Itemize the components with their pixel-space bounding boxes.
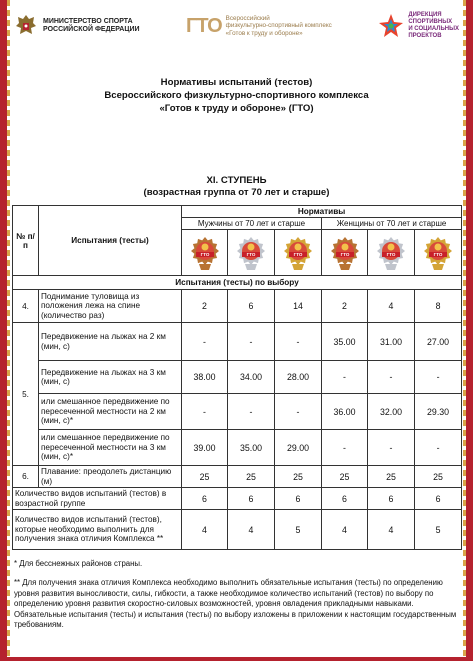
norm-value: 34.00: [228, 361, 275, 394]
norm-value: -: [368, 430, 415, 466]
column-header-tests: Испытания (тесты): [39, 206, 182, 276]
norm-value: 31.00: [368, 323, 415, 361]
row-number: 5.: [13, 323, 39, 466]
table-row: [13, 394, 462, 430]
title-line2: Всероссийского физкультурно-спортивного комплекса: [104, 90, 369, 101]
row-number: 4.: [13, 290, 39, 323]
badge-base: [339, 264, 351, 270]
norm-value: -: [322, 361, 368, 394]
gto-text-line2: физкультурно-спортивный комплекс: [225, 22, 332, 30]
test-name: Плавание: преодолеть дистанцию (м): [39, 466, 182, 488]
star-icon: [378, 13, 404, 39]
norm-value: 35.00: [228, 430, 275, 466]
badge-label: ГТО: [340, 251, 349, 257]
norm-value: 25: [228, 466, 275, 488]
stage-age-group: (возрастная группа от 70 лет и старше): [143, 187, 330, 198]
norm-value: -: [228, 394, 275, 430]
footnotes: [14, 559, 459, 630]
bronze-badge-icon: [330, 232, 360, 272]
total-value: 6: [322, 488, 368, 510]
table-row: [13, 361, 462, 394]
total-value: 6: [368, 488, 415, 510]
total-value: 6: [275, 488, 322, 510]
badge-label: ГТО: [386, 251, 396, 257]
norm-value: 2: [322, 290, 368, 323]
badge-sun: [201, 243, 208, 250]
silver-badge-icon: [236, 232, 266, 272]
badge-sun: [248, 243, 255, 250]
norm-value: 14: [275, 290, 322, 323]
directorate-line3: И СОЦИАЛЬНЫХ: [408, 26, 459, 32]
badge-cell: [415, 230, 462, 276]
total-tests-label: Количество видов испытаний (тестов) в возрастной группе: [13, 488, 182, 510]
table-row: [13, 323, 462, 361]
test-name: Передвижение на лыжах на 3 км (мин, с): [39, 361, 182, 394]
gto-mark: ГТО: [186, 15, 222, 37]
total-value: 6: [415, 488, 462, 510]
norm-value: 29.00: [275, 430, 322, 466]
norm-value: 29.30: [415, 394, 462, 430]
table-header-row: [13, 206, 462, 218]
optional-tests-header: Испытания (тесты) по выбору: [13, 276, 462, 290]
column-header-norms: Нормативы: [182, 206, 462, 218]
badge-cell: [182, 230, 228, 276]
badge-sun: [435, 243, 442, 250]
bronze-badge-icon: [190, 232, 220, 272]
norm-value: 36.00: [322, 394, 368, 430]
norm-value: -: [368, 361, 415, 394]
badge-sun: [295, 243, 302, 250]
required-value: 4: [368, 510, 415, 550]
norm-value: 25: [182, 466, 228, 488]
gold-badge-icon: [423, 232, 453, 272]
test-name: или смешанное передвижение по пересеченной местности на 2 км (мин, с)*: [39, 394, 182, 430]
required-value: 4: [182, 510, 228, 550]
test-name: или смешанное передвижение по пересеченной местности на 3 км (мин, с)*: [39, 430, 182, 466]
title-line3: «Готов к труду и обороне» (ГТО): [159, 103, 314, 114]
table-row: [13, 466, 462, 488]
badge-label: ГТО: [246, 251, 256, 257]
badge-cell: [368, 230, 415, 276]
badge-cell: [322, 230, 368, 276]
column-header-women: Женщины от 70 лет и старше: [322, 218, 462, 230]
ministry-logo: [14, 13, 140, 39]
norm-value: -: [415, 361, 462, 394]
badge-label: ГТО: [293, 251, 303, 257]
directorate-logo: [378, 12, 459, 40]
stage-title: XI. СТУПЕНЬ: [206, 175, 267, 186]
norm-value: 39.00: [182, 430, 228, 466]
required-value: 5: [275, 510, 322, 550]
norms-table: [12, 205, 462, 550]
ministry-name-line1: МИНИСТЕРСТВО СПОРТА: [43, 17, 133, 25]
required-tests-row: [13, 510, 462, 550]
table-row: [13, 430, 462, 466]
stage-heading: [30, 175, 443, 199]
norm-value: 35.00: [322, 323, 368, 361]
norm-value: 25: [275, 466, 322, 488]
document-title: [30, 76, 443, 115]
gto-text-line3: «Готов к труду и обороне»: [225, 29, 303, 37]
norm-value: 25: [415, 466, 462, 488]
badge-label: ГТО: [200, 251, 209, 257]
norm-value: -: [228, 323, 275, 361]
coat-of-arms-icon: [14, 13, 38, 39]
directorate-line4: ПРОЕКТОВ: [408, 33, 442, 39]
badge-label: ГТО: [433, 251, 443, 257]
norm-value: 6: [228, 290, 275, 323]
column-header-men: Мужчины от 70 лет и старше: [182, 218, 322, 230]
norm-value: -: [415, 430, 462, 466]
norm-value: 2: [182, 290, 228, 323]
norm-value: -: [275, 323, 322, 361]
badge-base: [245, 264, 257, 270]
badge-cell: [228, 230, 275, 276]
norm-value: 28.00: [275, 361, 322, 394]
directorate-line2: СПОРТИВНЫХ: [408, 19, 453, 25]
gto-text-line1: Всероссийский: [225, 14, 270, 22]
norm-value: -: [182, 323, 228, 361]
directorate-line1: ДИРЕКЦИЯ: [408, 12, 442, 18]
required-value: 4: [322, 510, 368, 550]
norm-value: 4: [368, 290, 415, 323]
ministry-name-line2: РОССИЙСКОЙ ФЕДЕРАЦИИ: [43, 26, 140, 33]
optional-tests-header-row: [13, 276, 462, 290]
required-value: 5: [415, 510, 462, 550]
total-tests-row: [13, 488, 462, 510]
norm-value: -: [275, 394, 322, 430]
badge-sun: [388, 243, 395, 250]
gold-badge-icon: [283, 232, 313, 272]
total-value: 6: [228, 488, 275, 510]
footnote-badge-requirements: ** Для получения знака отличия Комплекса необходимо выполнить обязательные испытания (тесты) по определению уровня развития выносливости, силы, гибкости, а также необходимое количество испытаний (тестов) по выбору по определению уровня развития скоростно-силовых возможностей, уровня овладения прикладными навыками. Обязательные испытания (тесты) и испытания (тесты) по выбору изложены в приложении к настоящим государственным требованиям.: [14, 578, 457, 630]
norm-value: 8: [415, 290, 462, 323]
badge-base: [432, 264, 444, 270]
required-value: 4: [228, 510, 275, 550]
test-name: Поднимание туловища из положения лежа на спине (количество раз): [39, 290, 182, 323]
row-number: 6.: [13, 466, 39, 488]
norm-value: 38.00: [182, 361, 228, 394]
silver-badge-icon: [376, 232, 406, 272]
gto-logo: [186, 15, 332, 38]
norm-value: 27.00: [415, 323, 462, 361]
badge-cell: [275, 230, 322, 276]
test-name: Передвижение на лыжах на 2 км (мин, с): [39, 323, 182, 361]
norm-value: -: [182, 394, 228, 430]
column-header-number: № п/п: [13, 206, 39, 276]
norm-value: 25: [368, 466, 415, 488]
title-line1: Нормативы испытаний (тестов): [160, 77, 313, 88]
total-value: 6: [182, 488, 228, 510]
norm-value: 25: [322, 466, 368, 488]
badge-base: [292, 264, 304, 270]
table-row: [13, 290, 462, 323]
norm-value: -: [322, 430, 368, 466]
norm-value: 32.00: [368, 394, 415, 430]
footnote-snowless: * Для бесснежных районов страны.: [14, 559, 143, 568]
badge-base: [385, 264, 397, 270]
required-tests-label: Количество видов испытаний (тестов), которые необходимо выполнить для получения знака отличия Комплекса **: [13, 510, 182, 550]
page-header: [14, 6, 459, 46]
badge-base: [199, 264, 211, 270]
badge-sun: [341, 243, 348, 250]
